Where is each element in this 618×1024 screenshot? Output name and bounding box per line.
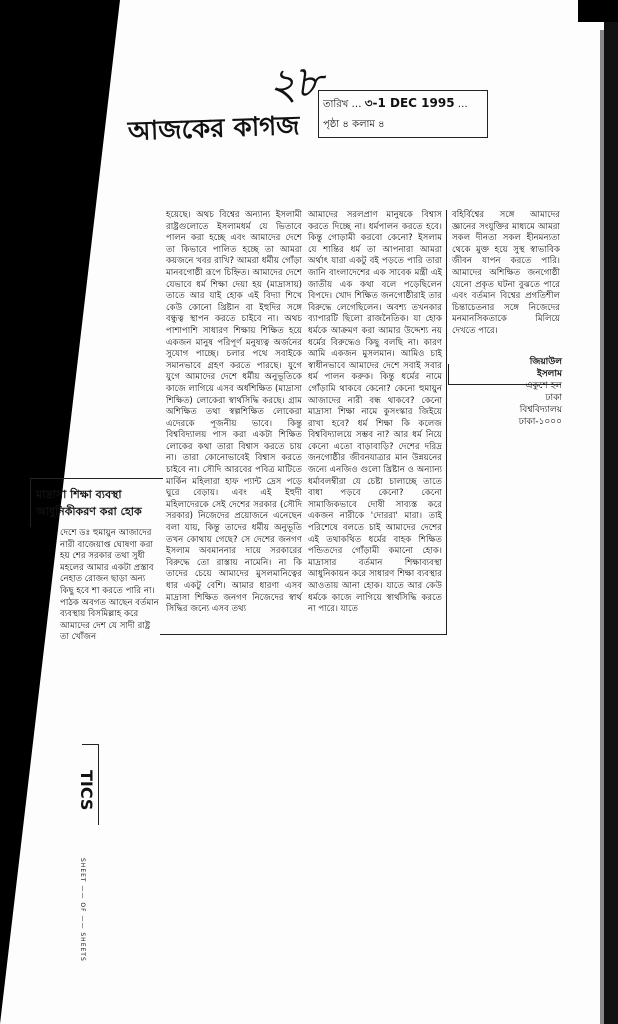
author-university: ঢাকা বিশ্ববিদ্যালয় (519, 393, 562, 415)
file-tab-label: TICS (77, 770, 96, 811)
author-name: জিয়াউল ইসলাম (529, 357, 562, 379)
stamp-date-row: তারিখ … ৩-1 DEC 1995 … (323, 96, 468, 110)
newspaper-masthead: আজকের কাগজ (127, 111, 301, 147)
stamp-column-label: কলাম (352, 119, 375, 130)
clipping-stamp (318, 90, 488, 138)
scan-shadow-right (604, 0, 618, 1024)
article-headline (36, 486, 160, 520)
scan-edge-right (600, 30, 604, 1024)
stamp-page-label: পৃষ্ঠা (323, 119, 340, 130)
article-left-fragment: দেশে ডঃ হুমায়ুন আজাদের নারী বাজেয়াপ্ত ঘোষণা করা হয় শের সরকার তথা সুধী মহলের আমার একটা প্রস্তাব নেহাত রোজন ছাড়া অন্য কিছু হবে শা করতে পারি না। পাঠক অবগত আছেন বর্তমান ব্যবস্থায় বিসমিল্লাহ করে আমাদের দেশ যে সাদী রাষ্ট্র তা খোঁজন (60, 528, 159, 643)
article-column-3: বহির্বিশ্বের সঙ্গে আমাদের জ্ঞানের সংযুক্তির মাধ্যমে আমরা সকল দীনতা সকল হীনমন্যতা থেকে মুক্ত হয়ে সুস্থ স্বাভাবিক জীবন যাপন করতে পারি। আমাদের অশিক্ষিত জনগোষ্ঠী যেনো প্রকৃত ঘটনা বুঝতে পারে এবং বর্তমান বিশ্বের প্রগতিশীল চিন্তাচেতনার সঙ্গে নিজেদের মনমানসিকতাকে মিলিয়ে দেখতে পারে। (452, 210, 560, 336)
stamp-page-row (323, 117, 385, 134)
article-column-2: আমাদের সরলপ্রাণ মানুষকে বিশ্বাস করতে দিচ্ছে না। ধর্মপালন করতে হবে। কিন্তু গোড়ামী করবো কেনো? ইসলাম যে শান্তির ধর্ম তা আপনারা আমরা অর্থাৎ যারা একটু বই পড়তে পারি তারা জানি বাংলাদেশের এক সাবেক মন্ত্রী এই জাতীয় এক কথা বলে পড়েছিলেন বিপদে। খোদ শিক্ষিত জনগোষ্ঠীরাই তার বিরুদ্ধে লেগেছিলেন। অবশ্য তখনকার ব্যাপারটি ছিলো রাজনৈতিক। যা হোক ধর্মকে আক্রমণ করা আমার উদ্দেশ্য নয় ধর্মের বিরুদ্ধেও কিছু বলছি না। কারণ আমি একজন মুসলমান। আমিও চাই স্বাধীনভাবে আমাদের দেশে সবাই সবার ধর্ম পালন করুক। কিন্তু ধর্মের নামে গোঁড়ামি থাকবে কেনো? কেনো হুমায়ুন আজাদের নারী বন্ধ থাকবে? কেনো মাদ্রাসা শিক্ষা নামে কুসংস্কার জিইয়ে রাখা হবে? ধর্ম শিক্ষা কি কলেজ বিশ্ববিদ্যালয়ে সম্ভব না? আর ধর্ম নিয়ে কেনো এতো বাড়াবাড়ি? দেশের দরিদ্র জনগোষ্ঠীর জীবনযাত্রার মান উন্নয়নের জন্যে এনজিও গুলো খ্রিষ্টান ও অন্যান্য ধর্মাবলম্বীরা যে চেষ্টা চালাচ্ছে তাতে বাধা পড়বে কেনো? কেনো সামাজিকভাবে দোষী সাব্যস্ত করে একজন নারীকে 'দোররা' মারা। তাই পরিশেষে বলতে চাই আমাদের দেশের এই তথাকথিত ধর্মের বাহক শিক্ষিত পন্ডিতদের গোঁড়ামী কমানো হোক। মাদ্রাসার বর্তমান শিক্ষাব্যবস্থা আধুনিকায়ন করে সাধারণ শিক্ষা ব্যবস্থার আওতায় আনা হোক। যাতে আর কেউ ধর্মকে কাজে লাগিয়ে স্বার্থসিদ্ধি করতে না পারে। যাতে (308, 210, 442, 615)
scan-shadow-top (578, 0, 618, 22)
handwritten-number: ২৮ (265, 55, 324, 112)
stamp-page-value: ৪ (342, 119, 349, 130)
stamp-date-label: তারিখ (323, 99, 349, 110)
sheet-count-label: SHEET —— OF —— SHEETS (79, 858, 86, 962)
stamp-column-value: ৪ (378, 119, 385, 130)
headline-line-1: মাদ্রাসা শিক্ষা ব্যবস্থা (36, 488, 122, 501)
author-signature (516, 356, 562, 428)
headline-line-2: আধুনিকীকরণ করা হোক (36, 505, 142, 518)
article-column-1: হয়েছে। অথচ বিশ্বের অন্যান্য ইসলামী রাষ্ট্রগুলোতে ইসলামধর্ম যে ভিতাবে পালন করা হচ্ছে এবং আমাদের দেশে তা কিভাবে পালিত হচ্ছে তা আমরা কয়জনে খবর রাখি? আমরা ধর্মীয় গোঁড়া মানবগোষ্ঠী রূপে চিহ্নিত। আমাদের দেশে যেভাবে ধর্ম শিক্ষা দেয়া হয় (মাদ্রাসায়) তাতে আর যাই হোক এই বিদ্যা শিখে কেউ কোনো খ্রিষ্টান বা ইহুদির সঙ্গে বন্ধুত্ব স্থাপন করতে চাইবে না। অথচ পাশাপাশি সাধারণ শিক্ষায় শিক্ষিত হয়ে একজন মানুষ পরিপূর্ণ মনুষ্যত্ব অর্জনের সুযোগ পাচ্ছে। চলার পথে সবাইকে সমানভাবে গ্রহণ করতে পারছে। যুগে যুগে আমাদের দেশে ধর্মীয় অনুভূতিকে কাজে লাগিয়ে এসব অর্ধশিক্ষিত (মাদ্রাসা শিক্ষিত) লোকেরা স্বার্থসিদ্ধি করছে। গ্রাম অশিক্ষিত তথা স্বল্পশিক্ষিত লোকেরা এদেরকে পূজনীয় ভাবে। কিন্তু বিশ্ববিদ্যালয় পাস করা একটা শিক্ষিত লোকের কথা তারা বিশ্বাস করতে চায় না। তারা কোনোভাবেই বিশ্বাস করতে চাইবে না। সৌদি আরবের পবিত্র মাটিতে মার্কিন মহিলারা হাফ প্যান্ট দ্রেস পড়ে ঘুরে বেড়ায়। এবং এই ইহুদী মহিলাদেরকে সেই দেশের সরকার (সৌদি সরকার) নিজেদের প্রয়োজনে এনেছেন বলা যায়, কিন্তু তাদের ধর্মীয় অনুভূতি তখন কোথায় গেছে? সে দেশের জনগণ ইসলাম অবমাননার দায়ে সরকারের বিরুদ্ধে তো রাস্তায় নামেনি। না কি তাদের চেয়ে আমাদের মুসলমানিত্বের ধার একটু বেশি। আমার ধারণা এসব মাদ্রাসা শিক্ষিত জনগণ নিজেদের স্বার্থ সিদ্ধির জন্যে এসব তথ্য (166, 210, 302, 615)
stamp-date-value: ৩-1 DEC 1995 (364, 96, 455, 110)
author-hall: একুশে হল (525, 381, 562, 391)
author-city: ঢাকা-১০০০ (518, 417, 562, 427)
